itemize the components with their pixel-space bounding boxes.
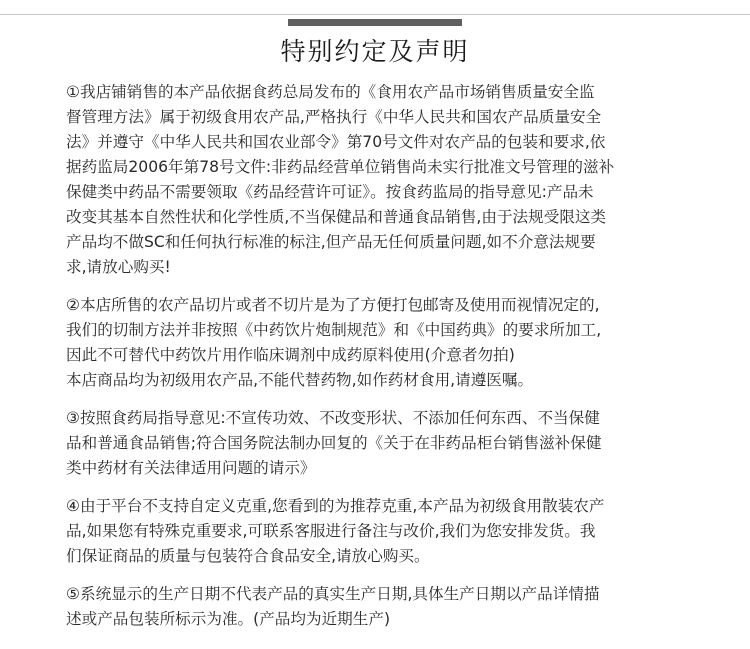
- clause-line: 保健类中药品不需要领取《药品经营许可证》。按食药监局的指导意见:产品未: [66, 183, 594, 201]
- clause-line: 求,请放心购买!: [66, 258, 171, 276]
- clause-1: [66, 80, 682, 280]
- clause-line: ③按照食药局指导意见:不宣传功效、不改变形状、不添加任何东西、不当保健: [66, 409, 600, 427]
- clause-line: 们保证商品的质量与包装符合食品安全,请放心购买。: [66, 547, 430, 565]
- clause-4: [66, 494, 682, 569]
- clause-line: ⑤系统显示的生产日期不代表产品的真实生产日期,具体生产日期以产品详情描: [66, 585, 600, 603]
- clause-line: 改变其基本自然性状和化学性质,不当保健品和普通食品销售,由于法规受限这类: [66, 208, 607, 226]
- top-divider: [0, 14, 750, 15]
- clause-line: 产品均不做SC和任何执行标准的标注,但产品无任何质量问题,如不介意法规要: [66, 233, 596, 251]
- clause-line: 品和普通食品销售;符合国务院法制办回复的《关于在非药品柜台销售滋补保健: [66, 434, 602, 452]
- clause-line: 因此不可替代中药饮片用作临床调剂中成药原料使用(介意者勿拍): [66, 346, 515, 364]
- clause-2: [66, 293, 682, 393]
- statement-body: [66, 80, 682, 645]
- clause-5: [66, 582, 682, 632]
- clause-line: ①我店铺销售的本产品依据食药总局发布的《食用农产品市场销售质量安全监: [66, 83, 595, 101]
- clause-line: 督管理方法》属于初级食用农产品,严格执行《中华人民共和国农产品质量安全: [66, 108, 602, 126]
- clause-line: ④由于平台不支持自定义克重,您看到的为推荐克重,本产品为初级食用散装农产: [66, 497, 605, 515]
- clause-line: 本店商品均为初级用农产品,不能代替药物,如作药材食用,请遵医嘱。: [66, 371, 534, 389]
- clause-line: 法》并遵守《中华人民共和国农业部令》第70号文件对农产品的包装和要求,依: [66, 133, 606, 151]
- clause-line: 我们的切制方法并非按照《中药饮片炮制规范》和《中国药典》的要求所加工,: [66, 321, 602, 339]
- page-title: 特别约定及声明: [280, 37, 470, 66]
- clause-line: 据药监局2006年第78号文件:非药品经营单位销售尚未实行批准文号管理的滋补: [66, 158, 615, 176]
- title-accent-bar: [288, 19, 462, 26]
- clause-line: 述或产品包装所标示为准。(产品均为近期生产): [66, 610, 391, 628]
- clause-line: ②本店所售的农产品切片或者不切片是为了方便打包邮寄及使用而视情况定的,: [66, 296, 600, 314]
- clause-line: 类中药材有关法律适用问题的请示》: [66, 459, 316, 477]
- clause-line: 品,如果您有特殊克重要求,可联系客服进行备注与改价,我们为您安排发货。我: [66, 522, 596, 540]
- clause-3: [66, 406, 682, 481]
